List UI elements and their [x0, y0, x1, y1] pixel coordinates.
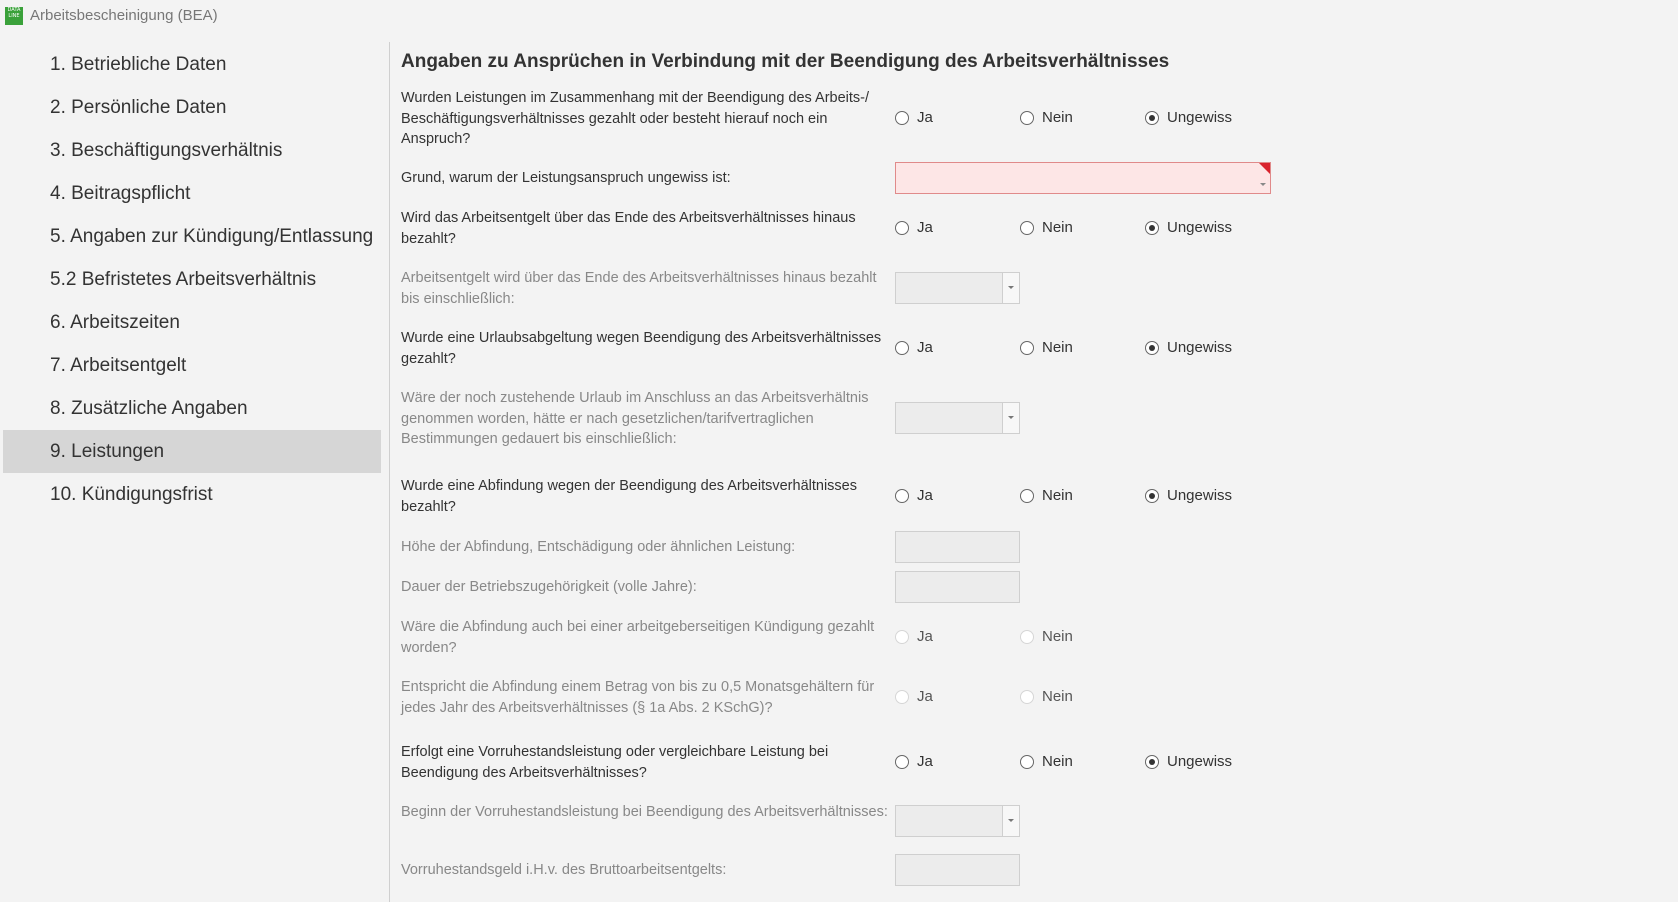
radio-label: Nein [1042, 688, 1073, 705]
radio-label: Ja [917, 753, 933, 770]
sidebar-item-label: 8. Zusätzliche Angaben [50, 398, 248, 419]
radio-label: Nein [1042, 487, 1073, 504]
sidebar-item-beitragspflicht[interactable] [3, 172, 381, 215]
radio-label: Ja [917, 688, 933, 705]
app-logo-icon: DATA LINE [5, 7, 23, 25]
label-grund: Grund, warum der Leistungsanspruch ungewiss ist: [401, 170, 731, 186]
radio-circle-checked [1145, 111, 1159, 125]
radio-label: Nein [1042, 339, 1073, 356]
radio-circle [895, 111, 909, 125]
radio-circle [1020, 755, 1034, 769]
sidebar-item-label: 2. Persönliche Daten [50, 97, 227, 118]
question-abfindung-betrag: Entspricht die Abfindung einem Betrag von bis zu 0,5 Monatsgehältern für jedes Jahr des Arbeitsverhältnisses (§ 1a Abs. 2 KSchG)? [401, 679, 875, 716]
sidebar-item-kuendigung-entlassung[interactable] [3, 215, 381, 258]
sidebar-item-label: 6. Arbeitszeiten [50, 312, 180, 333]
radio-label: Nein [1042, 753, 1073, 770]
sidebar-item-label: 5.2 Befristetes Arbeitsverhältnis [50, 269, 317, 290]
radio-circle [895, 221, 909, 235]
label-hoehe-abfindung: Höhe der Abfindung, Entschädigung oder ähnlichen Leistung: [401, 539, 796, 555]
sidebar-item-label: 5. Angaben zur Kündigung/Entlassung [50, 226, 374, 247]
radio-label: Nein [1042, 109, 1073, 126]
radio-circle [895, 630, 909, 644]
radio-circle [1020, 489, 1034, 503]
label-entgelt-bis: Arbeitsentgelt wird über das Ende des Arbeitsverhältnisses hinaus bezahlt bis einschließlich: [401, 270, 877, 307]
radio-circle [1020, 221, 1034, 235]
sidebar-divider [389, 42, 390, 902]
chevron-down-icon[interactable] [1002, 806, 1019, 836]
radio-label: Ja [917, 487, 933, 504]
radio-circle [895, 755, 909, 769]
error-indicator-icon [1259, 163, 1270, 174]
title-bar [0, 0, 1678, 32]
sidebar-item-label: 4. Beitragspflicht [50, 183, 191, 204]
label-dauer-betriebszugehoerigkeit: Dauer der Betriebszugehörigkeit (volle Jahre): [401, 579, 697, 595]
sidebar-item-label: 10. Kündigungsfrist [50, 484, 213, 505]
hoehe-abfindung-input[interactable] [895, 531, 1020, 563]
sidebar-item-label: 9. Leistungen [50, 441, 165, 462]
sidebar-item-betriebliche-daten[interactable] [3, 43, 381, 86]
radio-circle-checked [1145, 489, 1159, 503]
sidebar-item-label: 1. Betriebliche Daten [50, 54, 227, 75]
sidebar-item-beschaeftigungsverhaeltnis[interactable] [3, 129, 381, 172]
radio-circle [1020, 630, 1034, 644]
radio-circle [1020, 111, 1034, 125]
radio-label: Ungewiss [1167, 109, 1233, 126]
sidebar-item-kuendigungsfrist[interactable] [3, 473, 381, 516]
question-abfindung-arbeitgeberkuendigung: Wäre die Abfindung auch bei einer arbeitgeberseitigen Kündigung gezahlt worden? [401, 619, 875, 656]
radio-label: Ja [917, 339, 933, 356]
radio-circle [895, 690, 909, 704]
radio-circle-checked [1145, 755, 1159, 769]
question-abfindung: Wurde eine Abfindung wegen der Beendigung des Arbeitsverhältnisses bezahlt? [401, 478, 857, 515]
radio-circle [1020, 690, 1034, 704]
radio-circle [895, 489, 909, 503]
radio-label: Ja [917, 219, 933, 236]
radio-label: Ja [917, 109, 933, 126]
radio-label: Nein [1042, 219, 1073, 236]
radio-label: Ungewiss [1167, 753, 1233, 770]
sidebar-item-label: 7. Arbeitsentgelt [50, 355, 187, 376]
radio-label: Nein [1042, 628, 1073, 645]
radio-circle [1020, 341, 1034, 355]
sidebar-item-leistungen[interactable] [3, 430, 381, 473]
grund-select[interactable] [895, 162, 1271, 194]
vorruhestand-beginn-datepicker[interactable] [895, 805, 1020, 837]
vorruhestandsgeld-input[interactable] [895, 854, 1020, 886]
page-title: Angaben zu Ansprüchen in Verbindung mit der Beendigung des Arbeitsverhältnisses [401, 51, 1170, 72]
sidebar-item-arbeitsentgelt[interactable] [3, 344, 381, 387]
urlaub-bis-datepicker[interactable] [895, 402, 1020, 434]
radio-circle-checked [1145, 341, 1159, 355]
chevron-down-icon [1260, 183, 1266, 186]
entgelt-bis-datepicker[interactable] [895, 272, 1020, 304]
label-vorruhestandsgeld: Vorruhestandsgeld i.H.v. des Bruttoarbeitsentgelts: [401, 862, 727, 878]
question-urlaubsabgeltung: Wurde eine Urlaubsabgeltung wegen Beendigung des Arbeitsverhältnisses gezahlt? [401, 330, 882, 367]
question-arbeitsentgelt: Wird das Arbeitsentgelt über das Ende des Arbeitsverhältnisses hinaus bezahlt? [401, 210, 856, 247]
radio-circle [895, 341, 909, 355]
radio-circle-checked [1145, 221, 1159, 235]
chevron-down-icon[interactable] [1002, 273, 1019, 303]
radio-label: Ungewiss [1167, 487, 1233, 504]
sidebar-item-zusaetzliche-angaben[interactable] [3, 387, 381, 430]
radio-label: Ungewiss [1167, 219, 1233, 236]
radio-label: Ja [917, 628, 933, 645]
question-vorruhestandsleistung: Erfolgt eine Vorruhestandsleistung oder vergleichbare Leistung bei Beendigung des Arbeitsverhältnisses? [401, 744, 829, 781]
sidebar-item-befristetes-arbeitsverhaeltnis[interactable] [3, 258, 381, 301]
window-title: Arbeitsbescheinigung (BEA) [30, 7, 218, 24]
dauer-betriebszugehoerigkeit-input[interactable] [895, 571, 1020, 603]
question-leistungen: Wurden Leistungen im Zusammenhang mit der Beendigung des Arbeits-/ Beschäftigungsverhältnisses gezahlt oder besteht hierauf noch ein Anspruch? [401, 90, 870, 147]
label-urlaub-bis: Wäre der noch zustehende Urlaub im Anschluss an das Arbeitsverhältnis genommen worden, hätte er nach gesetzlichen/tarifvertraglichen Bestimmungen gedauert bis einschließlich: [401, 390, 869, 447]
sidebar-item-label: 3. Beschäftigungsverhältnis [50, 140, 283, 161]
radio-label: Ungewiss [1167, 339, 1233, 356]
label-vorruhestand-beginn: Beginn der Vorruhestandsleistung bei Beendigung des Arbeitsverhältnisses: [401, 804, 888, 820]
chevron-down-icon[interactable] [1002, 403, 1019, 433]
sidebar-item-arbeitszeiten[interactable] [3, 301, 381, 344]
sidebar-item-persoenliche-daten[interactable] [3, 86, 381, 129]
